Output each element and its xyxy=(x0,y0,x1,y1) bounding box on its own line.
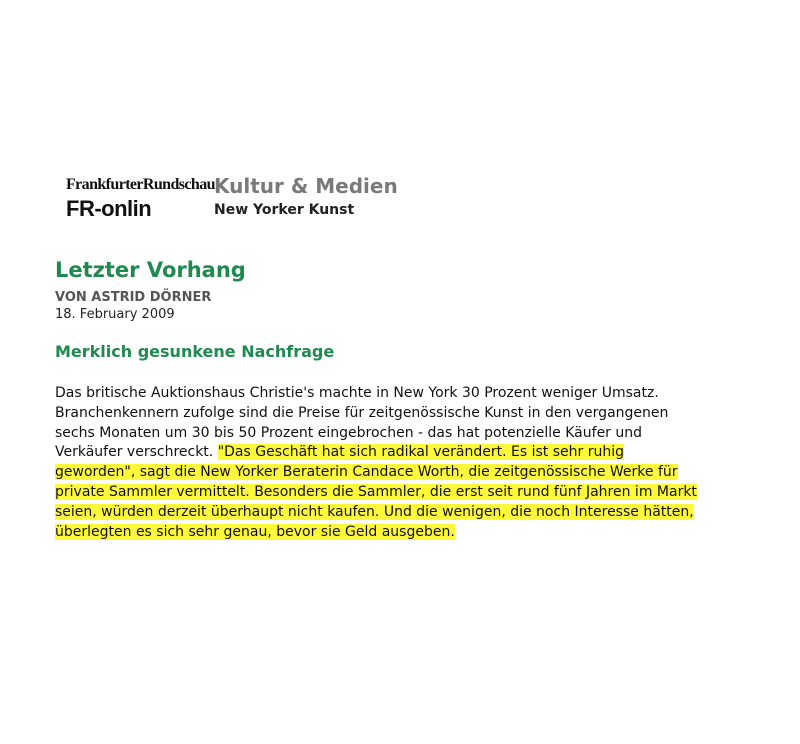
masthead xyxy=(62,172,742,226)
body-line xyxy=(55,503,755,523)
article-date: 18. February 2009 xyxy=(55,307,175,322)
highlighted-quote: seien, würden derzeit überhaupt nicht kaufen. Und die wenigen, die noch Interesse hätten, xyxy=(55,503,694,520)
body-line xyxy=(55,463,755,483)
article-headline: Letzter Vorhang xyxy=(55,258,246,282)
highlighted-quote: "Das Geschäft hat sich radikal verändert. Es ist sehr ruhig xyxy=(217,444,624,461)
body-line xyxy=(55,523,755,543)
article-byline: VON ASTRID DÖRNER xyxy=(55,290,212,305)
article-subheadline: Merklich gesunkene Nachfrage xyxy=(55,342,335,361)
highlighted-quote: private Sammler vermittelt. Besonders die Sammler, die erst seit rund fünf Jahren im Markt xyxy=(55,483,697,500)
highlighted-quote: geworden", sagt die New Yorker Beraterin Candace Worth, die zeitgenössische Werke für xyxy=(55,464,678,481)
body-text: Verkäufer verschreckt. xyxy=(55,444,218,461)
section-subtitle: New Yorker Kunst xyxy=(214,202,355,218)
body-line: Branchenkennern zufolge sind die Preise für zeitgenössische Kunst in den vergangenen xyxy=(55,404,669,421)
newspaper-logo-name: FrankfurterRundschau xyxy=(66,176,215,193)
newspaper-logo-online: FR-onlin xyxy=(66,196,152,221)
highlighted-quote: überlegten es sich sehr genau, bevor sie Geld ausgeben. xyxy=(55,523,455,540)
body-line: Das britische Auktionshaus Christie's machte in New York 30 Prozent weniger Umsatz. xyxy=(55,385,659,401)
body-line xyxy=(55,483,755,503)
section-title: Kultur & Medien xyxy=(214,174,398,198)
article-body xyxy=(55,384,755,542)
body-line: sechs Monaten um 30 bis 50 Prozent eingebrochen - das hat potenzielle Käufer und xyxy=(55,424,643,441)
body-line xyxy=(55,443,755,463)
